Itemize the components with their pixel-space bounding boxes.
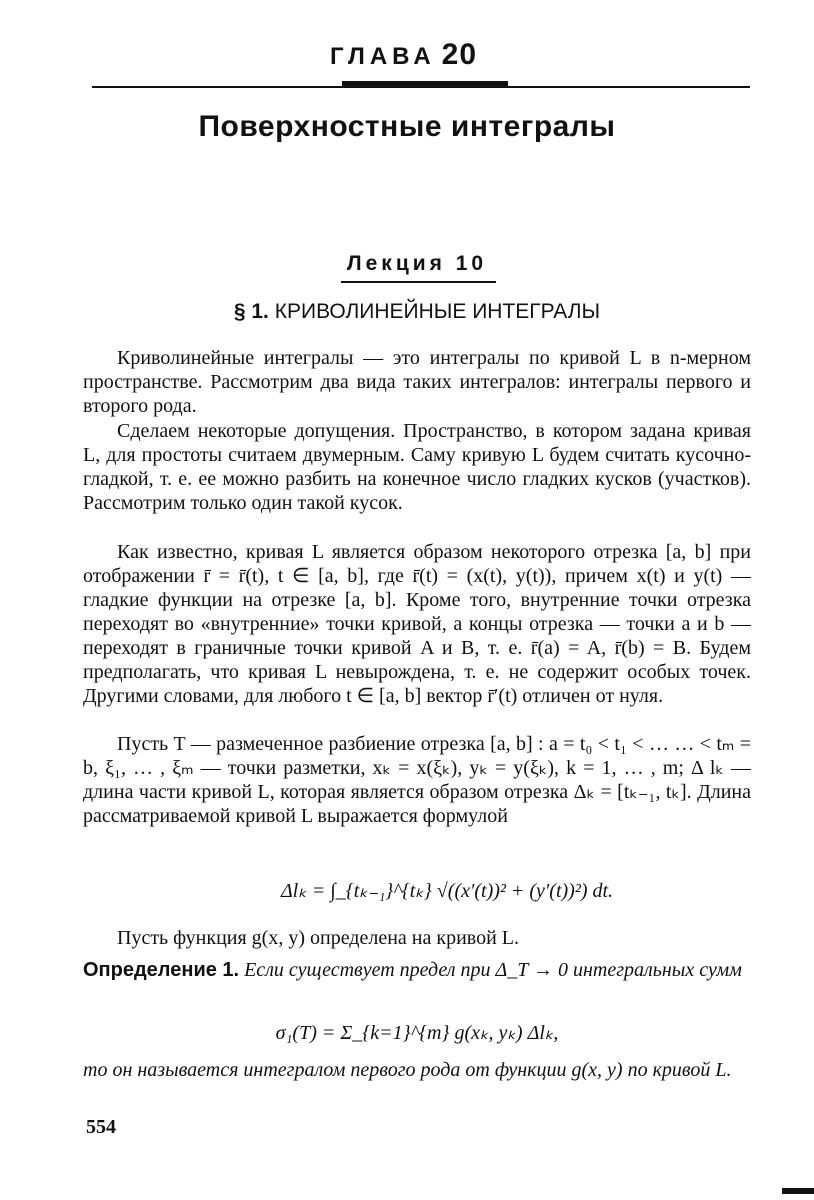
paragraph-assumptions: Сделаем некоторые допущения. Пространство, в котором задана кривая L, для простоты считаем двумерным. Саму кривую L будем считать кусочно-гладкой, т. е. ее можно разбить на конечное число гладких кусков (участков). Рассмотрим только один такой кусок. bbox=[83, 420, 751, 514]
chapter-heading bbox=[330, 38, 477, 72]
chapter-title: Поверхностные интегралы bbox=[198, 110, 616, 143]
formula-integral-sum: σ₁(T) = Σ_{k=1}^{m} g(xₖ, yₖ) Δlₖ, bbox=[275, 1022, 559, 1044]
page-number: 554 bbox=[86, 1116, 116, 1138]
lecture-heading: Лекция 10 bbox=[346, 252, 488, 275]
definition-text: Если существует предел при Δ_T → 0 интегральных сумм bbox=[244, 959, 742, 981]
paragraph-intro: Криволинейные интегралы — это интегралы по кривой L в n-мерном пространстве. Рассмотрим два вида таких интегралов: интегралы первого и второго рода. bbox=[83, 347, 751, 417]
definition-label: Определение 1. bbox=[83, 959, 240, 981]
page-edge-mark bbox=[782, 1188, 814, 1194]
definition-conclusion: то он называется интегралом первого рода от функции g(x, y) по кривой L. bbox=[83, 1059, 732, 1081]
chapter-label: ГЛАВА bbox=[330, 43, 436, 70]
chapter-rule bbox=[92, 86, 750, 88]
definition-block bbox=[83, 958, 751, 982]
paragraph-curve-mapping: Как известно, кривая L является образом некоторого отрезка [a, b] при отображении r̄ = r̄(t), t ∈ [a, b], где r̄(t) = (x(t), y(t)), причем x(t) и y(t) — гладкие функции на отрезке [a, b]. Кроме того, внутренние точки отрезка переходят во «внутренние» точки кривой, а концы отрезка — точки a и b — переходят в граничные точки кривой A и B, т. е. r̄(a) = A, r̄(b) = B. Будем предполагать, что кривая L невырождена, т. е. не содержит особых точек. Другими словами, для любого t ∈ [a, b] вектор r̄′(t) отличен от нуля. bbox=[83, 541, 751, 707]
lecture-underline bbox=[341, 281, 496, 283]
section-mark: § 1. bbox=[233, 300, 269, 323]
formula-arc-length: Δlₖ = ∫_{tₖ₋₁}^{tₖ} √((x′(t))² + (y′(t))²) dt. bbox=[280, 880, 614, 902]
paragraph-function: Пусть функция g(x, y) определена на кривой L. bbox=[117, 927, 520, 949]
section-title: КРИВОЛИНЕЙНЫЕ ИНТЕГРАЛЫ bbox=[274, 300, 601, 323]
section-heading bbox=[0, 300, 814, 324]
paragraph-partition: Пусть T — размеченное разбиение отрезка [a, b] : a = t₀ < t₁ < … … < tₘ = b, ξ₁, … , ξₘ — точки разметки, xₖ = x(ξₖ), yₖ = y(ξₖ), k = 1, … , m; Δ lₖ — длина части кривой L, которая является образом отрезка Δₖ = [tₖ₋₁, tₖ]. Длина рассматриваемой кривой L выражается формулой bbox=[83, 733, 751, 827]
chapter-number: 20 bbox=[441, 38, 478, 71]
